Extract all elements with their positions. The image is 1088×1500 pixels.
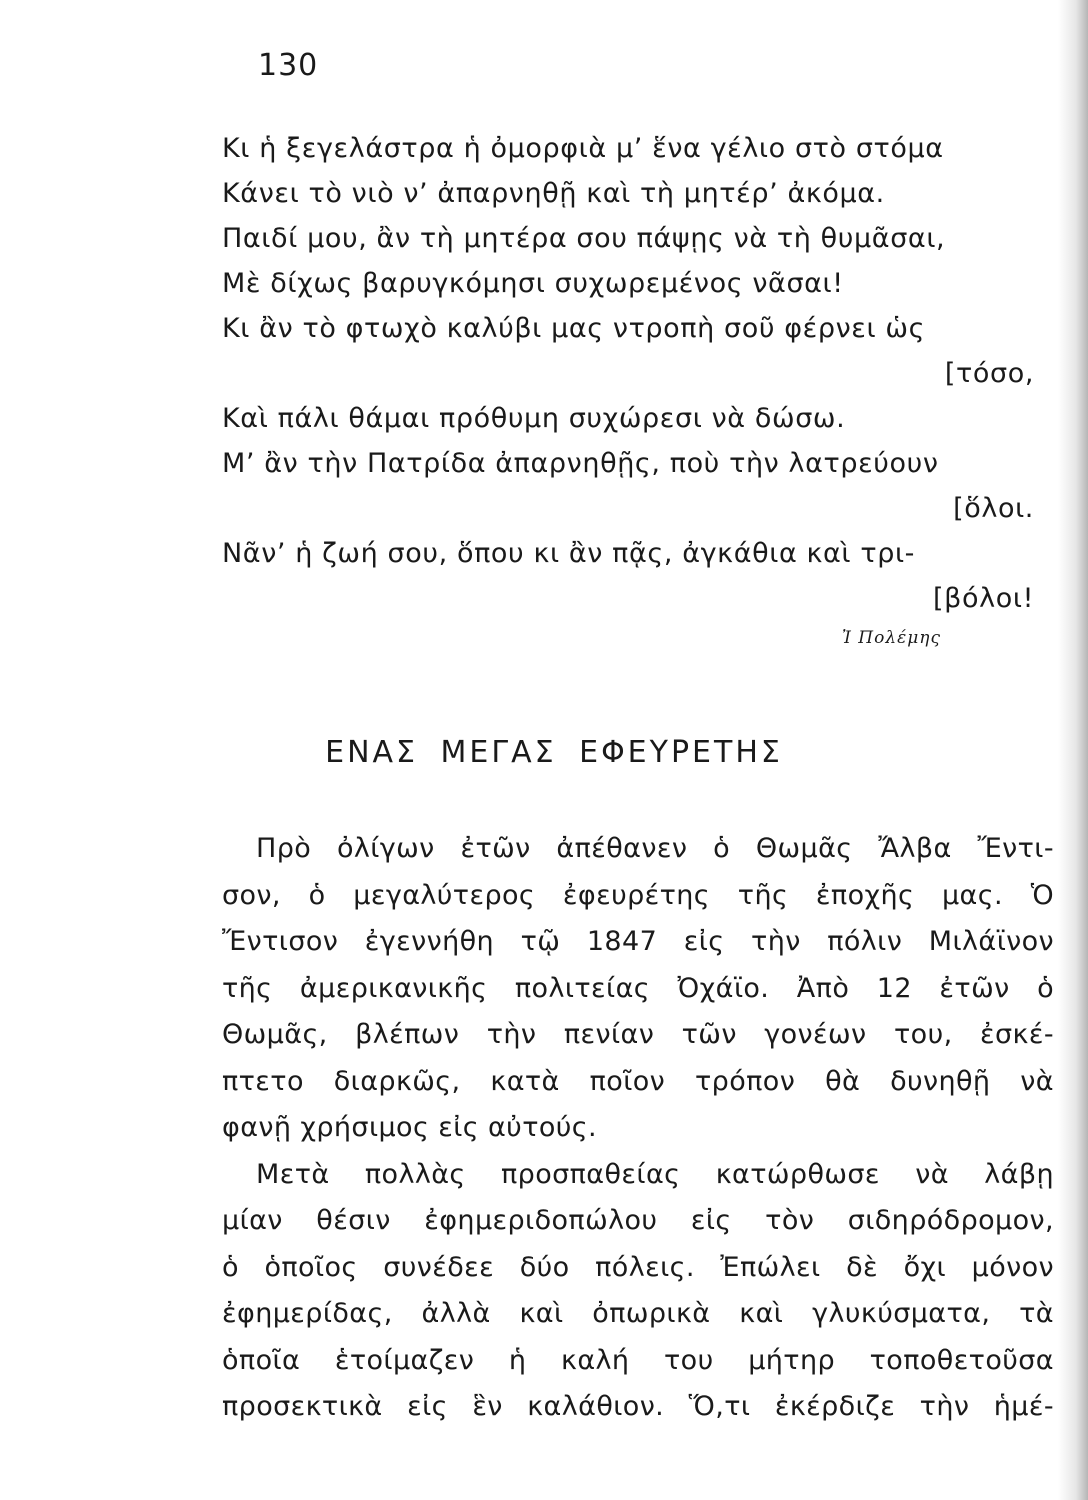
article-line: ὁποῖα ἑτοίμαζεν ἡ καλή του μήτηρ τοποθετοῦσα bbox=[222, 1344, 1054, 1376]
poem-line: Κάνει τὸ νιὸ ν’ ἀπαρνηθῇ καὶ τὴ μητέρ’ ἀκόμα. bbox=[222, 178, 885, 209]
poem-line-continuation: [ὅλοι. bbox=[953, 493, 1034, 524]
poem-signature: Ἰ Πολέμης bbox=[842, 628, 941, 648]
poem-line-continuation: [τόσο, bbox=[944, 358, 1034, 389]
poem-line: Νᾶν’ ἡ ζωή σου, ὅπου κι ἂν πᾷς, ἀγκάθια καὶ τρι- bbox=[222, 538, 916, 569]
poem-line: Καὶ πάλι θάμαι πρόθυμη συχώρεσι νὰ δώσω. bbox=[222, 403, 846, 434]
poem-line: Παιδί μου, ἂν τὴ μητέρα σου πάψῃς νὰ τὴ θυμᾶσαι, bbox=[222, 223, 946, 254]
article-line: σον, ὁ μεγαλύτερος ἐφευρέτης τῆς ἐποχῆς μας. Ὁ bbox=[222, 879, 1054, 911]
article-line: Θωμᾶς, βλέπων τὴν πενίαν τῶν γονέων του, ἐσκέ- bbox=[222, 1019, 1054, 1050]
article-line: Ἔντισον ἐγεννήθη τῷ 1847 εἰς τὴν πόλιν Μιλάϊνον bbox=[222, 926, 1054, 957]
article-line: Πρὸ ὀλίγων ἐτῶν ἀπέθανεν ὁ Θωμᾶς Ἄλβα Ἔντι- bbox=[256, 833, 1054, 864]
poem-line: Κι ἂν τὸ φτωχὸ καλύβι μας ντροπὴ σοῦ φέρνει ὡς bbox=[222, 313, 926, 344]
poem-line: Κι ἡ ξεγελάστρα ἡ ὀμορφιὰ μ’ ἕνα γέλιο στὸ στόμα bbox=[222, 133, 944, 164]
poem bbox=[222, 126, 1052, 621]
article-line: τῆς ἀμερικανικῆς πολιτείας Ὀχάϊο. Ἀπὸ 12 ἐτῶν ὁ bbox=[222, 972, 1054, 1004]
article-line: ὁ ὁποῖος συνέδεε δύο πόλεις. Ἐπώλει δὲ ὄχι μόνον bbox=[222, 1251, 1054, 1283]
page-number: 130 bbox=[258, 48, 319, 83]
poem-line: Μὲ δίχως βαρυγκόμησι συχωρεμένος νᾶσαι! bbox=[222, 268, 844, 299]
article-line: πτετο διαρκῶς, κατὰ ποῖον τρόπον θὰ δυνηθῇ νὰ bbox=[222, 1065, 1054, 1097]
article-line: ἐφημερίδας, ἀλλὰ καὶ ὀπωρικὰ καὶ γλυκύσματα, τὰ bbox=[222, 1298, 1054, 1329]
article-body bbox=[222, 826, 1054, 1431]
article-line: προσεκτικὰ εἰς ἓν καλάθιον. Ὅ,τι ἐκέρδιζε τὴν ἡμέ- bbox=[222, 1391, 1054, 1422]
poem-line-continuation: [βόλοι! bbox=[933, 583, 1034, 614]
poem-line: Μ’ ἂν τὴν Πατρίδα ἀπαρνηθῇς, ποὺ τὴν λατρεύουν bbox=[222, 448, 939, 479]
article-line: Μετὰ πολλὰς προσπαθείας κατώρθωσε νὰ λάβῃ bbox=[256, 1158, 1054, 1190]
article-line: φανῇ χρήσιμος εἰς αὐτούς. bbox=[222, 1112, 598, 1143]
article-title: ΕΝΑΣ ΜΕΓΑΣ ΕΦΕΥΡΕΤΗΣ bbox=[325, 735, 783, 770]
article-line: μίαν θέσιν ἐφημεριδοπώλου εἰς τὸν σιδηρόδρομον, bbox=[222, 1205, 1054, 1236]
